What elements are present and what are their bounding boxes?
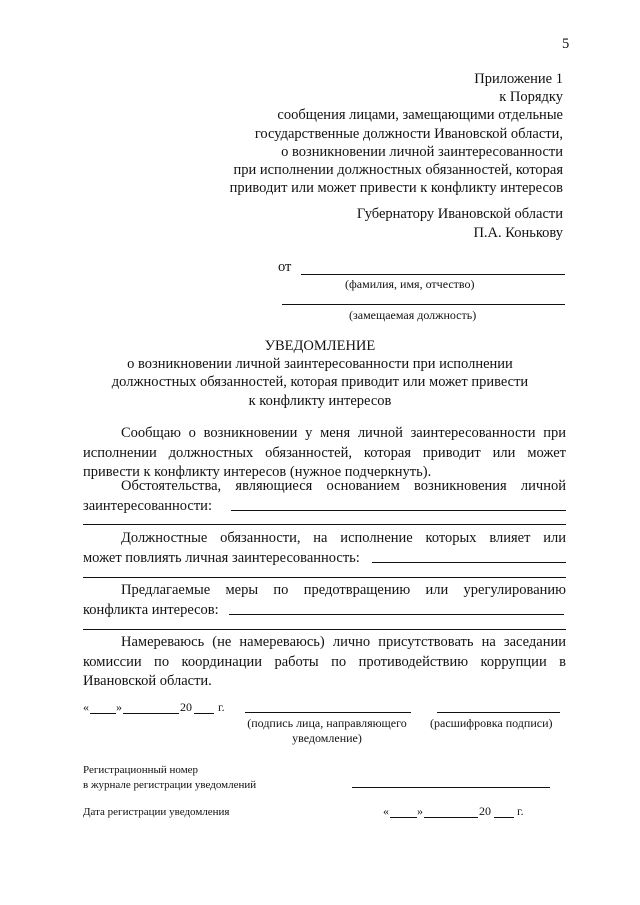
signature-hint-line: уведомление)	[292, 731, 362, 745]
subtitle-line: к конфликту интересов	[248, 392, 392, 409]
registration-label-line: Регистрационный номер	[83, 764, 199, 776]
appendix-line: при исполнении должностных обязанностей, которая	[233, 162, 563, 179]
paragraph-line: конфликта интересов:	[83, 601, 219, 618]
appendix-block	[230, 70, 563, 197]
registration-number-label	[83, 763, 256, 793]
from-name-field[interactable]	[301, 274, 565, 275]
paragraph-line: Должностные обязанности, на исполнение которых влияет или	[121, 530, 566, 546]
registration-label-line: в журнале регистрации уведомлений	[83, 779, 257, 791]
paragraph-attendance	[83, 633, 566, 692]
appendix-line: Приложение 1	[474, 71, 563, 87]
appendix-line: о возникновении личной заинтересованности	[281, 143, 563, 160]
appendix-line: к Порядку	[499, 89, 563, 106]
paragraph-line: Ивановской области.	[83, 673, 212, 690]
from-position-field[interactable]	[282, 304, 565, 305]
signature-quote-open: «	[83, 700, 89, 714]
signature-month-field[interactable]	[123, 713, 179, 714]
decode-hint: (расшифровка подписи)	[430, 716, 553, 730]
paragraph-line: Намереваюсь (не намереваюсь) лично присутствовать на заседании	[121, 634, 566, 650]
paragraph-line: может повлиять личная заинтересованность:	[83, 549, 360, 566]
document-subtitle	[0, 355, 640, 410]
circumstances-field-line2[interactable]	[83, 524, 566, 525]
signature-day-field[interactable]	[90, 713, 116, 714]
paragraph-line: Предлагаемые меры по предотвращению или урегулированию	[121, 582, 566, 598]
measures-field-line2[interactable]	[83, 629, 566, 630]
registration-number-field[interactable]	[352, 787, 550, 788]
subtitle-line: о возникновении личной заинтересованности при исполнении	[127, 356, 513, 372]
registration-quote-open: «	[383, 804, 389, 818]
from-label: от	[278, 259, 292, 275]
signature-hint-line: (подпись лица, направляющего	[247, 716, 407, 730]
registration-year-prefix: 20	[479, 804, 491, 818]
signature-quote-close: »	[116, 700, 122, 714]
signature-year-field[interactable]	[194, 713, 214, 714]
from-position-hint: (замещаемая должность)	[349, 308, 477, 322]
document-title: УВЕДОМЛЕНИЕ	[264, 338, 376, 354]
registration-year-suffix: г.	[517, 804, 524, 818]
from-name-hint: (фамилия, имя, отчество)	[345, 277, 475, 291]
duties-field[interactable]	[372, 562, 566, 563]
addressee-block	[357, 205, 563, 243]
registration-month-field[interactable]	[424, 817, 478, 818]
appendix-line: приводит или может привести к конфликту интересов	[229, 180, 563, 197]
paragraph-line: заинтересованности:	[83, 497, 212, 514]
signature-hint	[232, 716, 422, 746]
subtitle-line: должностных обязанностей, которая приводит или может привести	[111, 374, 529, 391]
paragraph-notify	[83, 424, 566, 483]
signature-year-suffix: г.	[218, 700, 225, 714]
paragraph-line: исполнении должностных обязанностей, которая приводит или может	[83, 444, 566, 461]
paragraph-line: комиссии по координации работы по противодействию коррупции в	[83, 653, 566, 670]
signature-decode-field[interactable]	[437, 712, 560, 713]
duties-field-line2[interactable]	[83, 577, 566, 578]
registration-date-label: Дата регистрации уведомления	[83, 806, 230, 818]
appendix-line: государственные должности Ивановской области,	[254, 125, 563, 142]
paragraph-line: привести к конфликту интересов (нужное подчеркнуть).	[83, 464, 432, 481]
appendix-line: сообщения лицами, замещающими отдельные	[277, 107, 563, 124]
registration-year-field[interactable]	[494, 817, 514, 818]
addressee-name: П.А. Конькову	[473, 225, 563, 241]
addressee-line: Губернатору Ивановской области	[356, 206, 563, 222]
registration-day-field[interactable]	[390, 817, 417, 818]
paragraph-line: Сообщаю о возникновении у меня личной заинтересованности при	[121, 425, 566, 441]
circumstances-field[interactable]	[231, 510, 566, 511]
paragraph-line: Обстоятельства, являющиеся основанием возникновения личной	[121, 478, 566, 494]
measures-field[interactable]	[229, 614, 564, 615]
signature-year-prefix: 20	[180, 700, 192, 714]
registration-quote-close: »	[417, 804, 423, 818]
signature-field[interactable]	[245, 712, 411, 713]
page-number: 5	[562, 36, 570, 52]
